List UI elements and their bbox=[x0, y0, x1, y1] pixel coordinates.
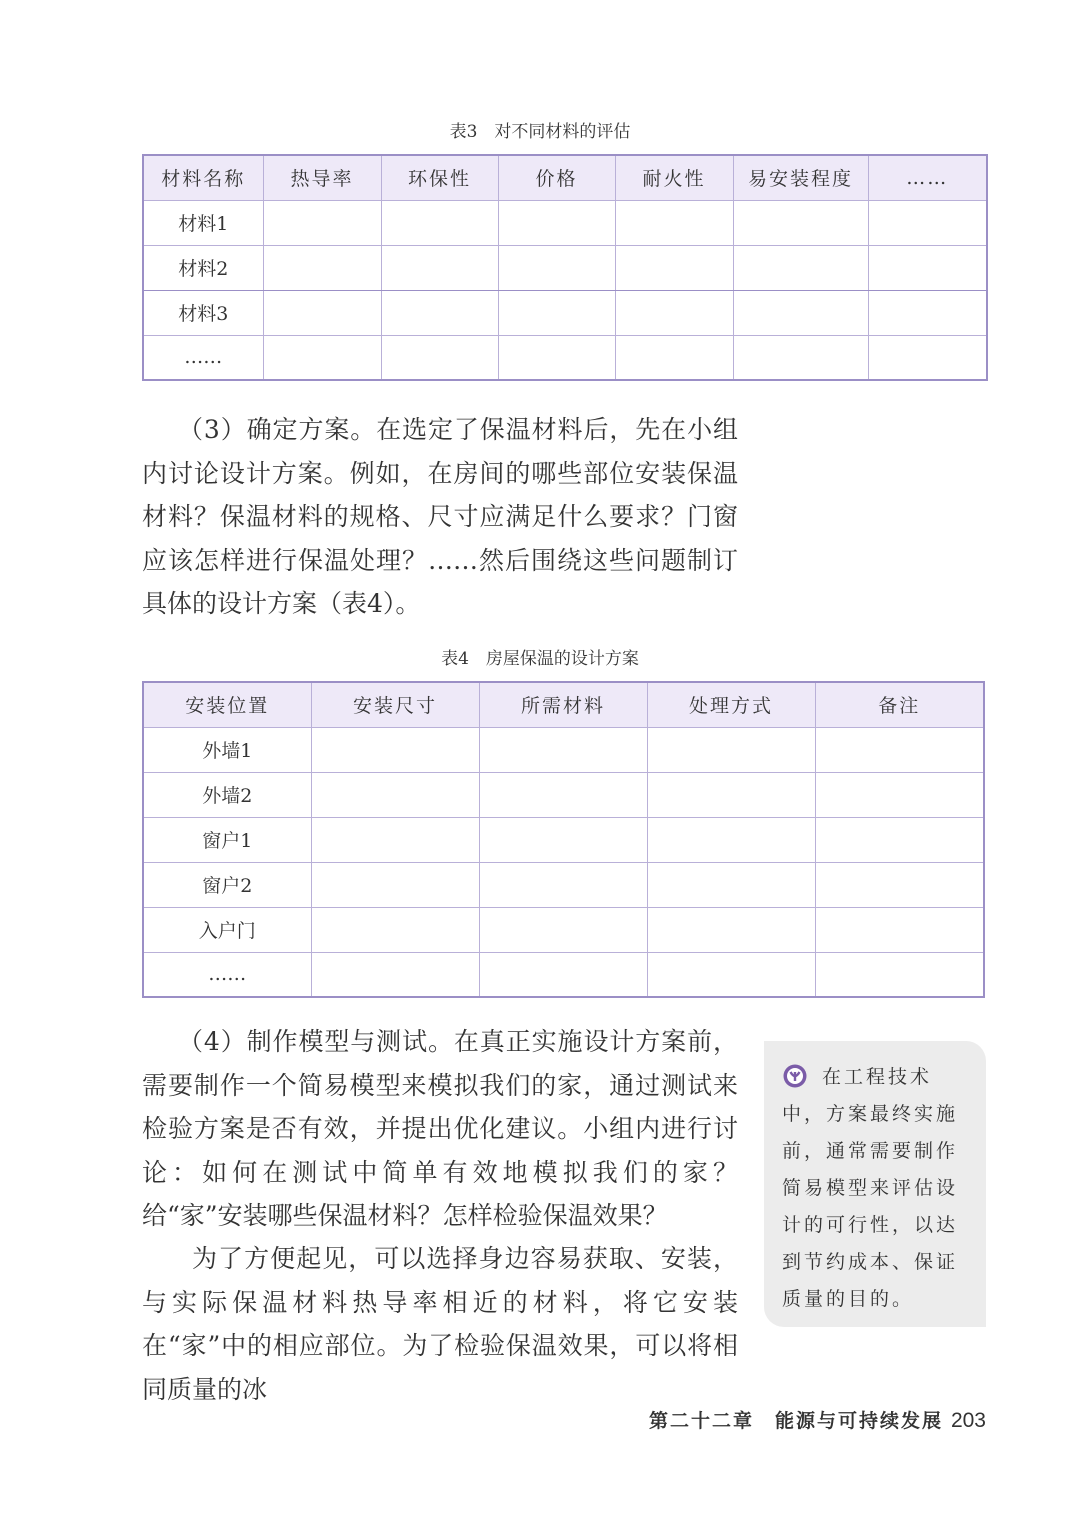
table3-header-cell: 材料名称 bbox=[143, 155, 263, 200]
page-number: 203 bbox=[950, 1409, 986, 1432]
table-row bbox=[143, 335, 987, 380]
table-row bbox=[143, 290, 987, 335]
table4-row-label: 入户门 bbox=[143, 907, 311, 952]
table-row bbox=[143, 952, 984, 997]
sidebar-note bbox=[764, 1041, 986, 1327]
table3-header-cell: 热导率 bbox=[263, 155, 381, 200]
table4-row-label: 窗户2 bbox=[143, 862, 311, 907]
table3-row-label: 材料1 bbox=[143, 200, 263, 245]
table-row bbox=[143, 817, 984, 862]
paragraph-model-and-test: （4）制作模型与测试。在真正实施设计方案前，需要制作一个简易模型来模拟我们的家，通过测试来检验方案是否有效，并提出优化建议。小组内进行讨论：如何在测试中简单有效地模拟我们的家？给“家”安装哪些保温材料？怎样检验保温效果？ bbox=[142, 1027, 738, 1230]
table3-header-cell: 耐火性 bbox=[615, 155, 733, 200]
table3 bbox=[142, 154, 988, 381]
table3-caption: 表3 对不同材料的评估 bbox=[449, 122, 631, 142]
table-row bbox=[143, 862, 984, 907]
paragraph-material-choice: 为了方便起见，可以选择身边容易获取、安装，与实际保温材料热导率相近的材料，将它安装在“家”中的相应部位。为了检验保温效果，可以将相同质量的冰 bbox=[142, 1244, 738, 1404]
table4-caption: 表4 房屋保温的设计方案 bbox=[441, 649, 639, 669]
page-footer bbox=[649, 1406, 986, 1433]
table-row bbox=[143, 727, 984, 772]
table-row bbox=[143, 245, 987, 290]
engineering-tip-icon bbox=[782, 1063, 814, 1089]
table4-header-cell: 安装尺寸 bbox=[311, 682, 479, 727]
table3-header-cell: 环保性 bbox=[381, 155, 498, 200]
table4-header-cell: 处理方式 bbox=[647, 682, 815, 727]
table3-row-label: 材料2 bbox=[143, 245, 263, 290]
table4-row-label: 外墙2 bbox=[143, 772, 311, 817]
table4-header-cell: 安装位置 bbox=[143, 682, 311, 727]
table-row bbox=[143, 200, 987, 245]
paragraph-determine-plan: （3）确定方案。在选定了保温材料后，先在小组内讨论设计方案。例如，在房间的哪些部位安装保温材料？保温材料的规格、尺寸应满足什么要求？门窗应该怎样进行保温处理？……然后围绕这些问题制订具体的设计方案（表4）。 bbox=[142, 415, 738, 618]
table-row bbox=[143, 772, 984, 817]
sidebar-tip bbox=[782, 1059, 972, 1318]
table3-row-label: 材料3 bbox=[143, 290, 263, 335]
table4-row-label: 外墙1 bbox=[143, 727, 311, 772]
table3-header-cell: …… bbox=[868, 155, 987, 200]
table4-row-label: …… bbox=[143, 952, 311, 997]
table-row bbox=[143, 907, 984, 952]
table3-header-cell: 易安装程度 bbox=[733, 155, 868, 200]
table4-row-label: 窗户1 bbox=[143, 817, 311, 862]
table4-header-cell: 所需材料 bbox=[479, 682, 647, 727]
table3-row-label: …… bbox=[143, 335, 263, 380]
chapter-title: 第二十二章 能源与可持续发展 bbox=[648, 1410, 943, 1432]
table4 bbox=[142, 681, 985, 998]
table4-header-cell: 备注 bbox=[815, 682, 984, 727]
sidebar-text: 在工程技术中，方案最终实施前，通常需要制作简易模型来评估设计的可行性，以达到节约成本、保证质量的目的。 bbox=[782, 1066, 959, 1310]
table3-header-cell: 价格 bbox=[498, 155, 615, 200]
